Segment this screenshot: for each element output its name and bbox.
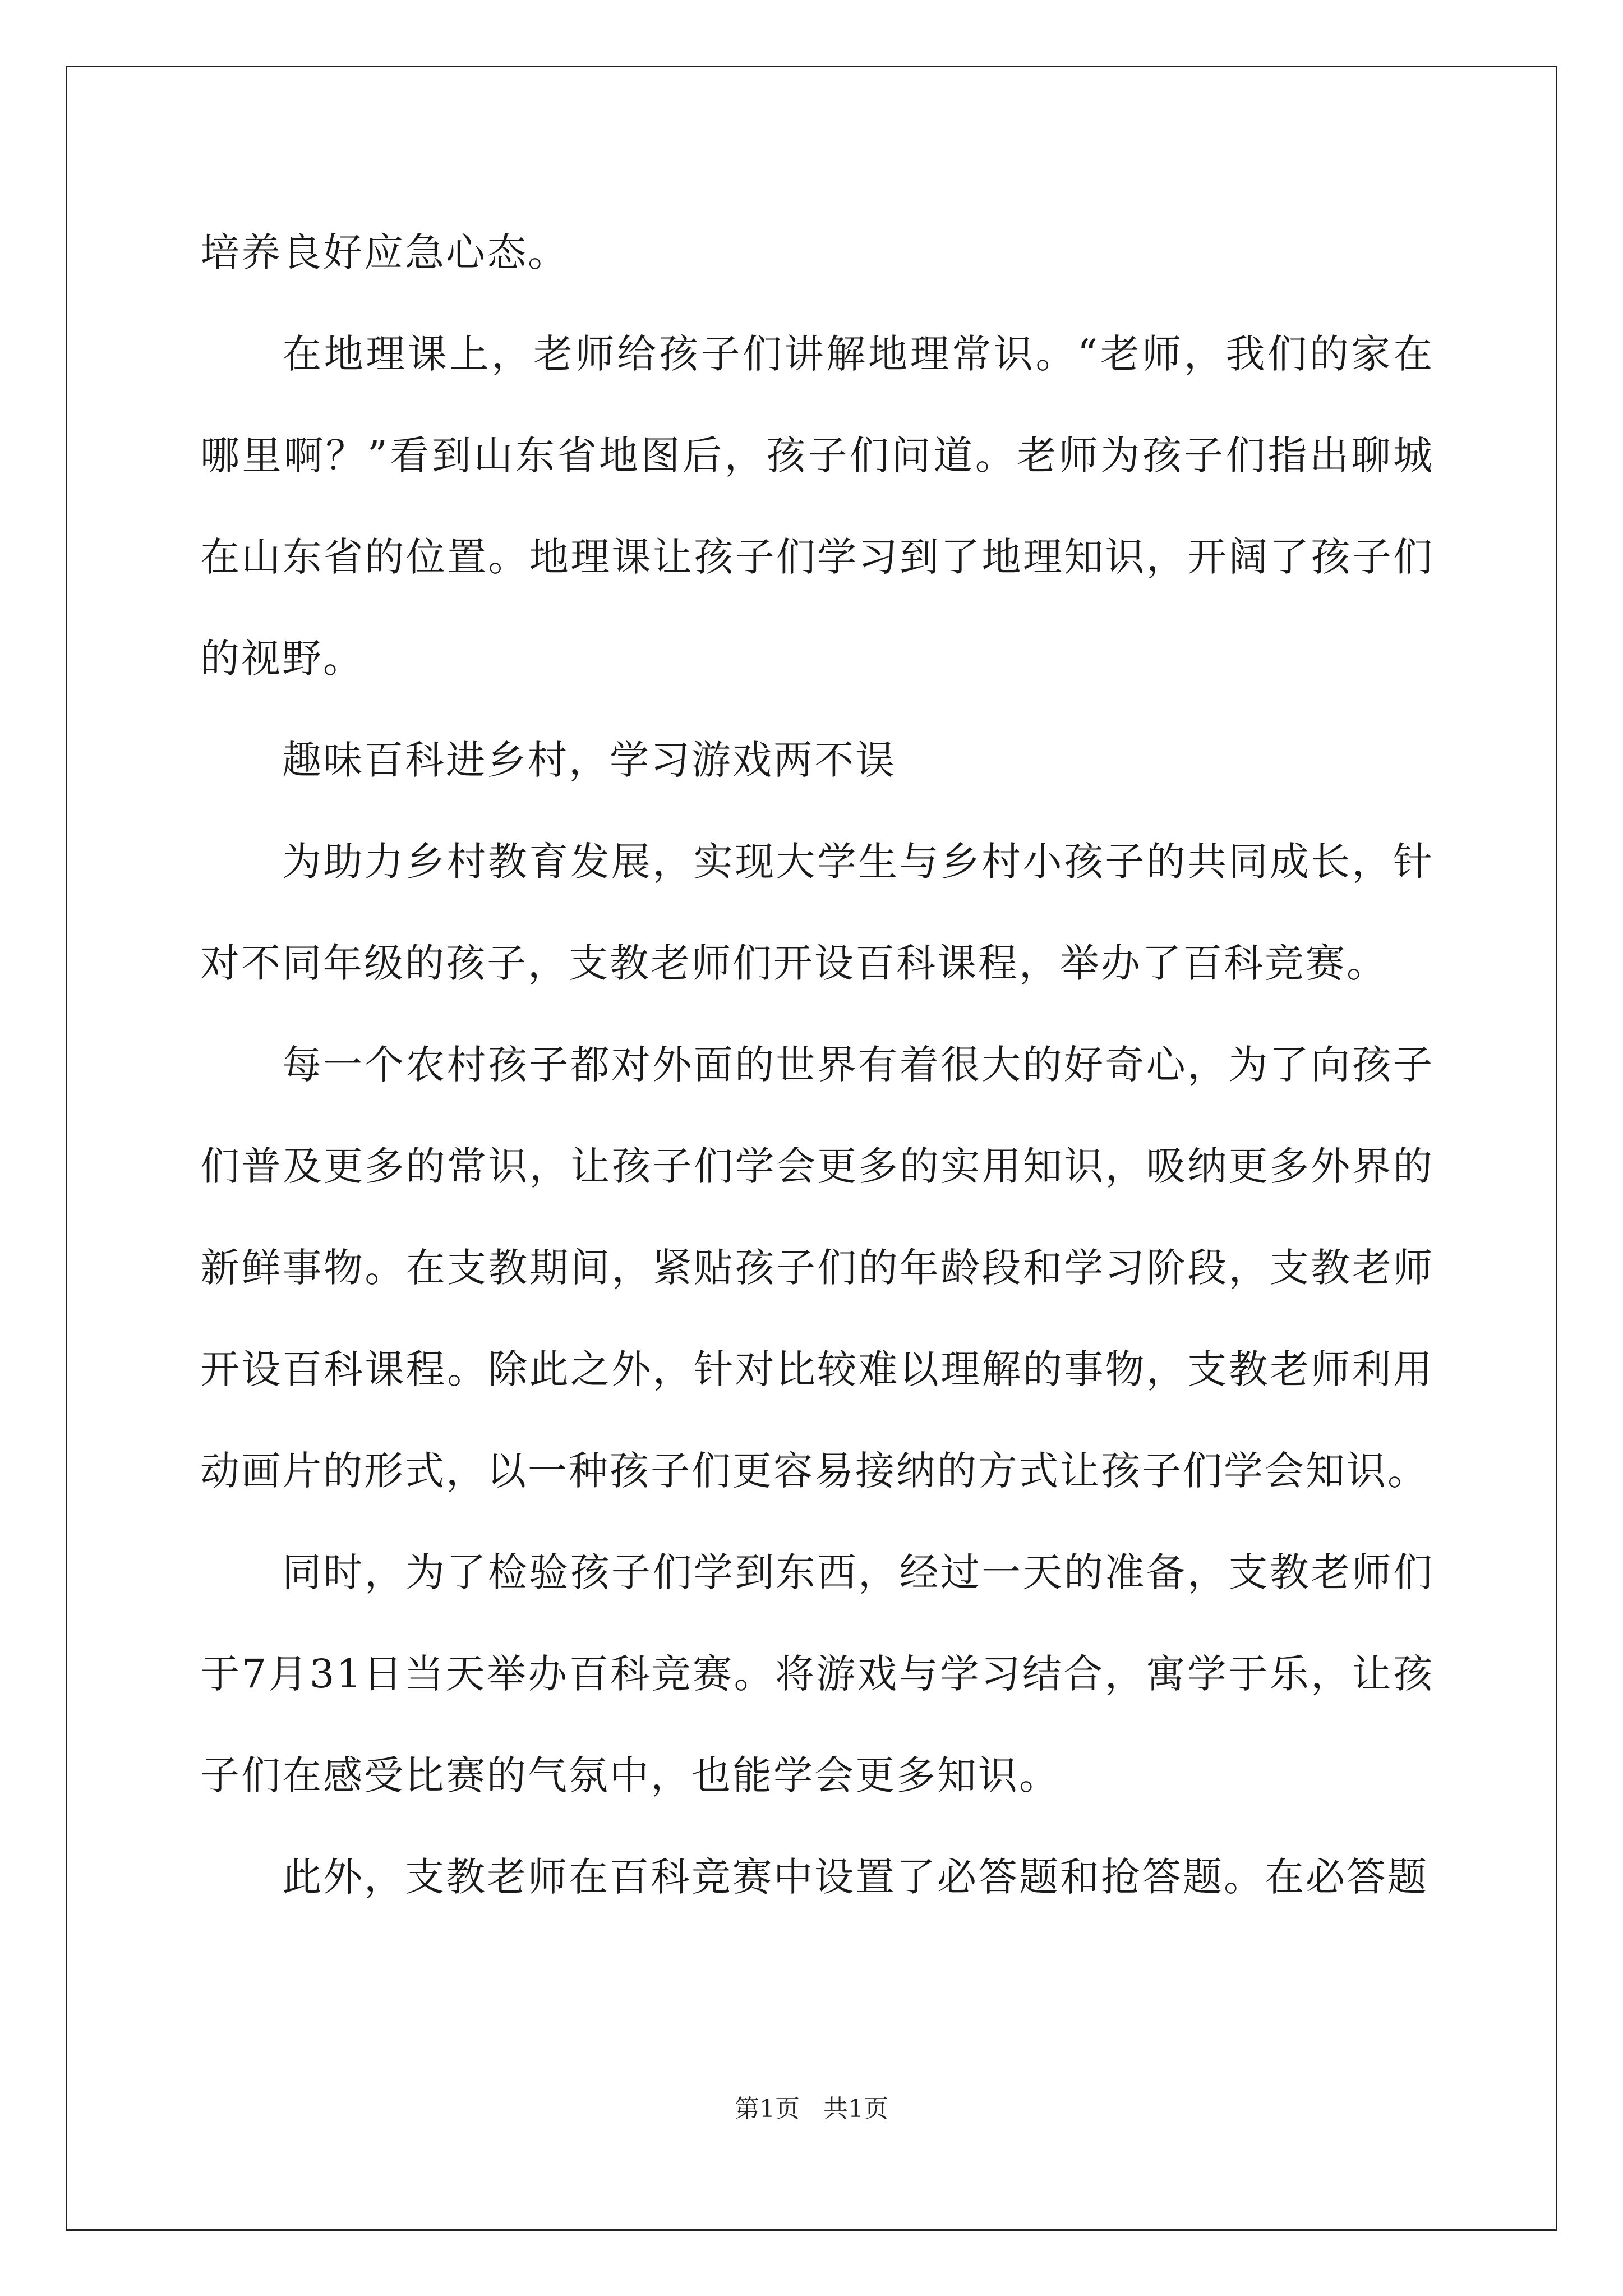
paragraph-competition: 同时，为了检验孩子们学到东西，经过一天的准备，支教老师们于7月31日当天举办百科竞赛。将游戏与学习结合，寓学于乐，让孩子们在感受比赛的气氛中，也能学会更多知识。 — [200, 1549, 1434, 1798]
page-number: 第1页 — [735, 2095, 800, 2123]
paragraph-curiosity: 每一个农村孩子都对外面的世界有着很大的好奇心，为了向孩子们普及更多的常识，让孩子们学会更多的实用知识，吸纳更多外界的新鲜事物。在支教期间，紧贴孩子们的年龄段和学习阶段，支教老师开设百科课程。除此之外，针对比较难以理解的事物，支教老师利用动画片的形式，以一种孩子们更容易接纳的方式让孩子们学会知识。 — [200, 1042, 1434, 1494]
paragraph-questions: 此外，支教老师在百科竞赛中设置了必答题和抢答题。在必答题 — [282, 1854, 1428, 1900]
paragraph-geography-class: 在地理课上，老师给孩子们讲解地理常识。“老师，我们的家在哪里啊？”看到山东省地图后，孩子们问道。老师为孩子们指出聊城在山东省的位置。地理课让孩子们学习到了地理知识，开阔了孩子们的视野。 — [200, 331, 1434, 682]
page-footer — [0, 2092, 1623, 2126]
page-total: 共1页 — [823, 2095, 888, 2123]
paragraph-continuation: 培养良好应急心态。 — [200, 229, 569, 275]
paragraph-encyclopedia-intro: 为助力乡村教育发展，实现大学生与乡村小孩子的共同成长，针对不同年级的孩子，支教老师们开设百科课程，举办了百科竞赛。 — [200, 839, 1434, 986]
section-heading: 趣味百科进乡村，学习游戏两不误 — [282, 737, 896, 783]
